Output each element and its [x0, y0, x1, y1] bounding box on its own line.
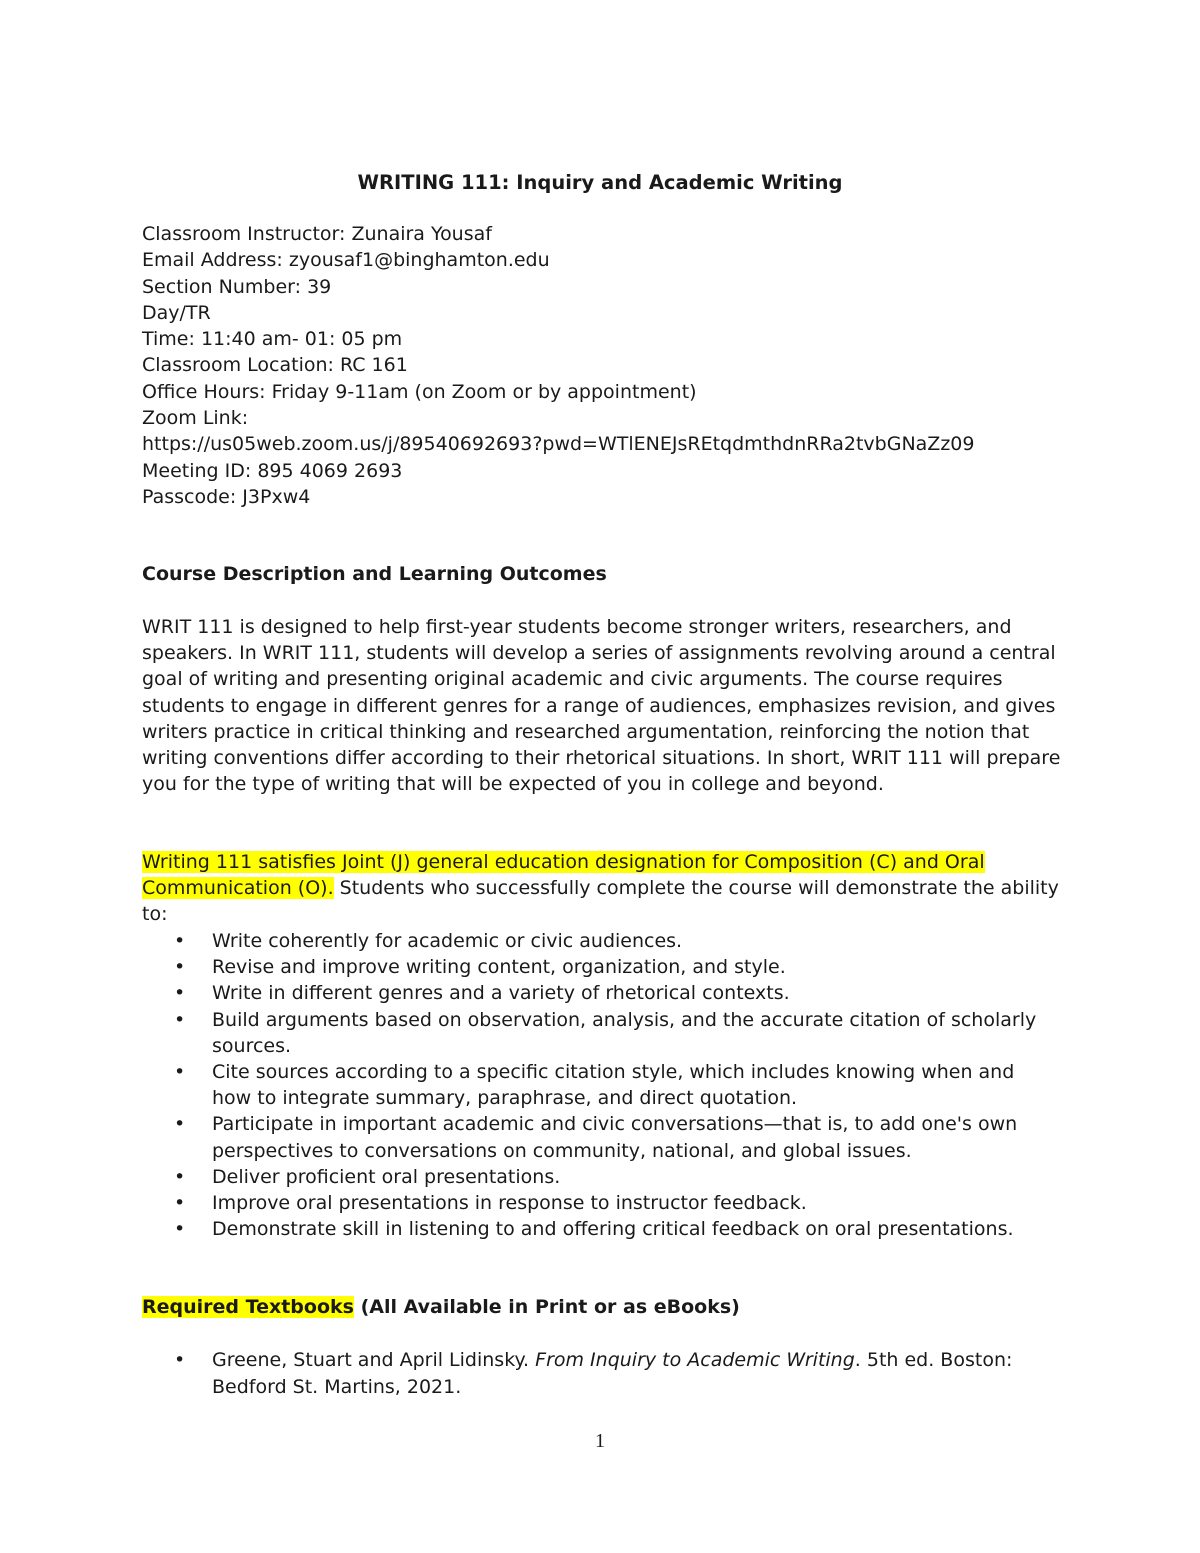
list-item: • Revise and improve writing content, organization, and style.	[142, 954, 1042, 980]
bullet-icon: •	[174, 1113, 186, 1136]
bullet-icon: •	[174, 930, 186, 952]
list-item: • Build arguments based on observation, analysis, and the accurate citation of scholarly sources.	[174, 1008, 1037, 1057]
instructor-line: Classroom Instructor: Zunaira Yousaf	[142, 223, 492, 245]
list-item: • Write coherently for academic or civic audiences.	[142, 928, 1042, 954]
day-line: Day/TR	[142, 301, 211, 324]
meeting-id-line: Meeting ID: 895 4069 2693	[142, 459, 403, 482]
email-line: Email Address: zyousaf1@binghamton.edu	[142, 249, 550, 272]
section-number-line: Section Number: 39	[142, 275, 332, 298]
learning-outcomes-list	[142, 928, 1042, 1242]
bullet-icon: •	[174, 1008, 186, 1031]
list-item: • Participate in important academic and civic conversations—that is, to add one's own perspectives to conversations on community, national, and global issues.	[174, 1113, 1018, 1162]
time-line: Time: 11:40 am- 01: 05 pm	[142, 328, 403, 351]
bullet-icon: •	[174, 1192, 186, 1215]
gened-paragraph	[142, 849, 1062, 928]
document-title: WRITING 111: Inquiry and Academic Writing	[357, 171, 843, 194]
textbooks-heading	[142, 1294, 740, 1320]
list-item: • Write in different genres and a variety of rhetorical contexts.	[142, 980, 1042, 1006]
page-number: 1	[595, 1430, 605, 1452]
zoom-link-label: Zoom Link:	[142, 407, 249, 430]
list-item: • Greene, Stuart and April Lidinsky. From Inquiry to Academic Writing. 5th ed. Boston: Bedford St. Martins, 2021.	[174, 1349, 1013, 1398]
bullet-icon: •	[174, 1165, 186, 1188]
bullet-icon: •	[174, 956, 186, 979]
bullet-icon: •	[174, 1218, 186, 1241]
course-description-heading: Course Description and Learning Outcomes	[142, 563, 607, 585]
bullet-icon: •	[174, 982, 186, 1005]
classroom-location-line: Classroom Location: RC 161	[142, 354, 408, 377]
course-info-block	[142, 221, 974, 510]
list-item: • Demonstrate skill in listening to and offering critical feedback on oral presentations.	[142, 1216, 1042, 1242]
list-item: • Cite sources according to a specific citation style, which includes knowing when and how to integrate summary, paraphrase, and direct quotation.	[174, 1061, 1015, 1110]
list-item: • Improve oral presentations in response to instructor feedback.	[142, 1190, 1042, 1216]
gened-highlight-text: Writing 111 satisfies Joint (J) general education designation for Composition (C) and Oral Communication (O).	[142, 851, 985, 900]
bullet-icon: •	[174, 1349, 186, 1371]
book-title: From Inquiry to Academic Writing	[535, 1349, 855, 1371]
course-description-paragraph: WRIT 111 is designed to help first-year students become stronger writers, researchers, and speakers. In WRIT 111, students will develop a series of assignments revolving around a central goal of writing and presenting original academic and civic arguments. The course requires students to engage in different genres for a range of audiences, emphasizes revision, and gives writers practice in critical thinking and researched argumentation, reinforcing the notion that writing conventions differ according to their rhetorical situations. In short, WRIT 111 will prepare you for the type of writing that will be expected of you in college and beyond.	[142, 616, 1061, 796]
zoom-link-url[interactable]: https://us05web.zoom.us/j/89540692693?pwd=WTlENEJsREtqdmthdnRRa2tvbGNaZz09	[142, 433, 975, 456]
textbooks-list	[142, 1347, 1042, 1400]
gened-rest-text: Students who successfully complete the course will demonstrate the ability to:	[142, 877, 1059, 926]
bullet-icon: •	[174, 1061, 186, 1084]
passcode-line: Passcode: J3Pxw4	[142, 485, 311, 508]
office-hours-line: Office Hours: Friday 9-11am (on Zoom or by appointment)	[142, 380, 697, 403]
list-item: • Deliver proficient oral presentations.	[142, 1164, 1042, 1190]
textbooks-heading-rest: (All Available in Print or as eBooks)	[353, 1296, 740, 1318]
textbooks-heading-highlight: Required Textbooks	[142, 1296, 354, 1318]
